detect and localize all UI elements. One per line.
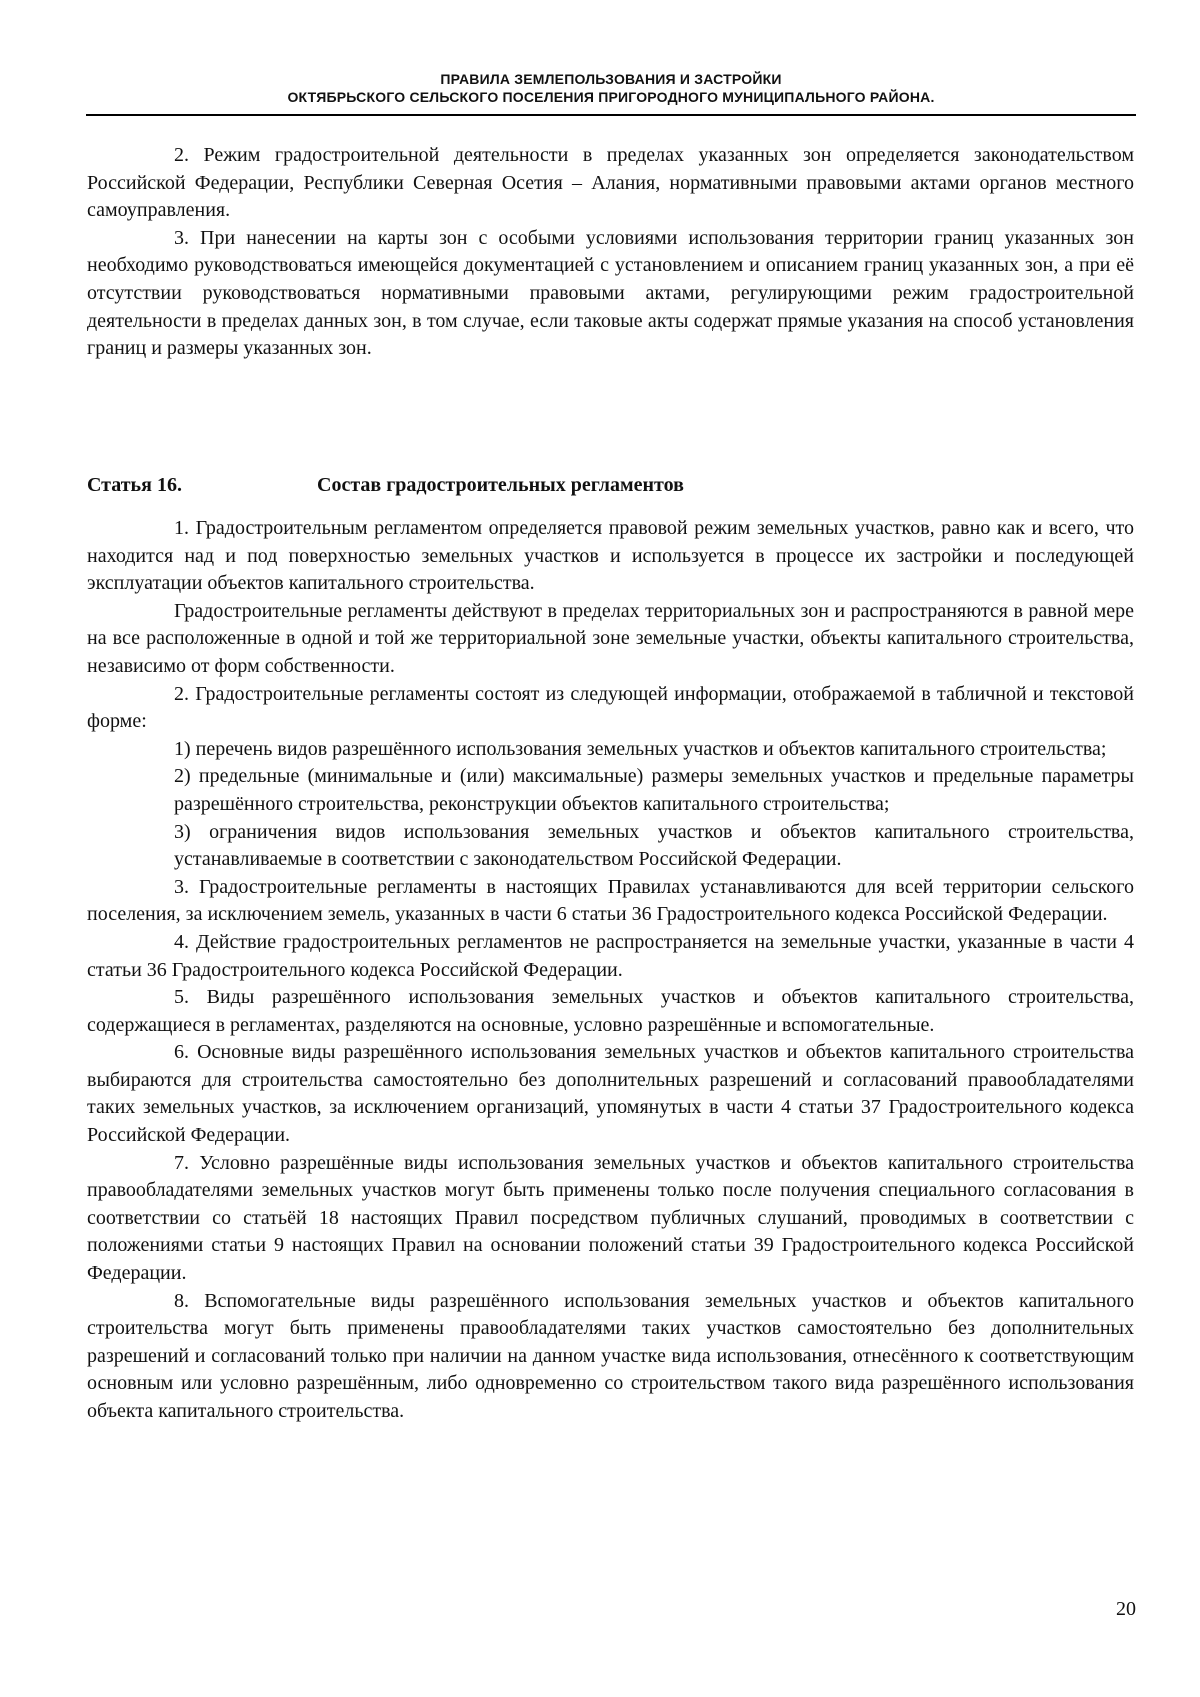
article-title: Состав градостроительных регламентов: [317, 474, 684, 496]
paragraph: 2. Градостроительные регламенты состоят из следующей информации, отображаемой в табличной и текстовой форме:: [87, 682, 1134, 733]
paragraph: 4. Действие градостроительных регламентов не распространяется на земельные участки, указанные в части 4 статьи 36 Градостроительного кодекса Российской Федерации.: [87, 930, 1134, 981]
running-header: [86, 70, 1136, 106]
article-heading: [87, 471, 1134, 499]
paragraph: 1. Градостроительным регламентом определяется правовой режим земельных участков, равно как и всего, что находится над и под поверхностью земельных участков и используется в процессе их застройки и последующей эксплуатации объектов капитального строительства.: [87, 517, 1134, 595]
header-rule: [86, 114, 1136, 116]
list-item: 3) ограничения видов использования земельных участков и объектов капитального строительства, устанавливаемые в соответствии с законодательством Российской Федерации.: [174, 820, 1134, 871]
running-header-line-2: ОКТЯБРЬСКОГО СЕЛЬСКОГО ПОСЕЛЕНИЯ ПРИГОРОДНОГО МУНИЦИПАЛЬНОГО РАЙОНА.: [287, 89, 935, 105]
paragraph: 7. Условно разрешённые виды использования земельных участков и объектов капитального строительства правообладателями земельных участков могут быть применены только после получения специального согласования в соответствии со статьёй 18 настоящих Правил посредством публичных слушаний, проводимых в соответствии с положениями статьи 9 настоящих Правил на основании положений статьи 39 Градостроительного кодекса Российской Федерации.: [87, 1151, 1134, 1285]
intro-section: [87, 142, 1134, 363]
page-number: 20: [1116, 1598, 1136, 1620]
paragraph: 3. Градостроительные регламенты в настоящих Правилах устанавливаются для всей территории сельского поселения, за исключением земель, указанных в части 6 статьи 36 Градостроительного кодекса Российской Федерации.: [87, 875, 1134, 926]
list-item: 1) перечень видов разрешённого использования земельных участков и объектов капитального строительства;: [174, 737, 1107, 760]
paragraph: Градостроительные регламенты действуют в пределах территориальных зон и распространяются в равной мере на все расположенные в одной и той же территориальной зоне земельные участки, объекты капитального строительства, независимо от форм собственности.: [87, 599, 1134, 677]
running-header-line-1: ПРАВИЛА ЗЕМЛЕПОЛЬЗОВАНИЯ И ЗАСТРОЙКИ: [440, 71, 782, 87]
paragraph: 3. При нанесении на карты зон с особыми условиями использования территории границ указанных зон необходимо руководствоваться имеющейся документацией с установлением и описанием границ указанных зон, а при её отсутствии руководствоваться нормативными правовыми актами, регулирующими режим градостроительной деятельности в пределах данных зон, в том случае, если таковые акты содержат прямые указания на способ установления границ и размеры указанных зон.: [87, 226, 1134, 360]
paragraph: 6. Основные виды разрешённого использования земельных участков и объектов капитального строительства выбираются для строительства самостоятельно без дополнительных разрешений и согласований правообладателями таких земельных участков, за исключением организаций, упомянутых в части 4 статьи 37 Градостроительного кодекса Российской Федерации.: [87, 1041, 1134, 1147]
article-number: Статья 16.: [87, 474, 182, 496]
list-item: 2) предельные (минимальные и (или) максимальные) размеры земельных участков и предельные параметры разрешённого строительства, реконструкции объектов капитального строительства;: [174, 765, 1134, 815]
paragraph: 2. Режим градостроительной деятельности в пределах указанных зон определяется законодательством Российской Федерации, Республики Северная Осетия – Алания, нормативными правовыми актами органов местного самоуправления.: [87, 144, 1134, 222]
article-body: [87, 515, 1134, 1426]
paragraph: 8. Вспомогательные виды разрешённого использования земельных участков и объектов капитального строительства могут быть применены правообладателями таких участков самостоятельно без дополнительных разрешений и согласований только при наличии на данном участке вида использования, отнесённого к соответствующим основным или условно разрешённым, либо одновременно со строительством такого вида разрешённого использования объекта капитального строительства.: [87, 1289, 1134, 1422]
paragraph: 5. Виды разрешённого использования земельных участков и объектов капитального строительства, содержащиеся в регламентах, разделяются на основные, условно разрешённые и вспомогательные.: [87, 986, 1134, 1036]
